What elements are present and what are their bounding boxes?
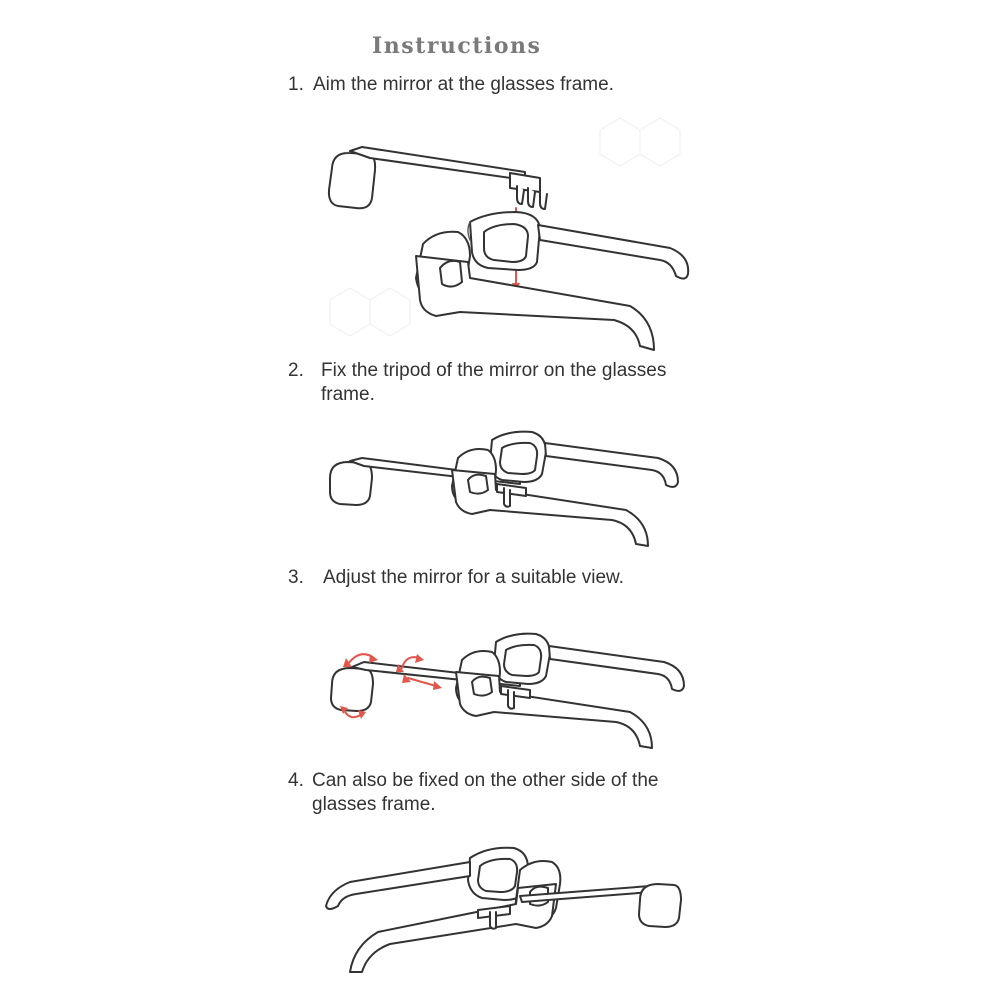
step-4-text: Can also be fixed on the other side of the — [312, 770, 659, 791]
step-4-number: 4. — [288, 770, 304, 791]
step-3-number: 3. — [288, 567, 304, 588]
glasses — [456, 634, 684, 748]
step-2-illustration — [0, 420, 1000, 560]
mirror-arm — [350, 147, 540, 192]
step-1-text: Aim the mirror at the glasses frame. — [313, 74, 614, 95]
instructions-title: Instructions — [372, 33, 542, 59]
mirror — [330, 462, 372, 505]
step-2 — [288, 359, 666, 407]
glasses — [452, 432, 678, 546]
step-4-text-line2: glasses frame. — [312, 794, 436, 815]
step-1 — [288, 73, 614, 97]
slide-arrow — [408, 678, 436, 686]
step-1-number: 1. — [288, 74, 304, 95]
step-3-text: Adjust the mirror for a suitable view. — [323, 567, 624, 588]
step-2-text-line2: frame. — [321, 384, 375, 405]
mirror — [331, 668, 373, 711]
step-1-illustration — [0, 95, 1000, 360]
mirror — [639, 884, 681, 927]
glasses — [326, 848, 560, 972]
step-2-text: Fix the tripod of the mirror on the glasses — [321, 360, 667, 381]
step-4-illustration — [0, 835, 1000, 995]
step-4 — [288, 769, 658, 817]
step-3 — [288, 566, 624, 590]
glasses — [416, 212, 688, 350]
mirror — [329, 151, 375, 208]
step-3-illustration — [0, 620, 1000, 760]
step-2-number: 2. — [288, 360, 304, 381]
